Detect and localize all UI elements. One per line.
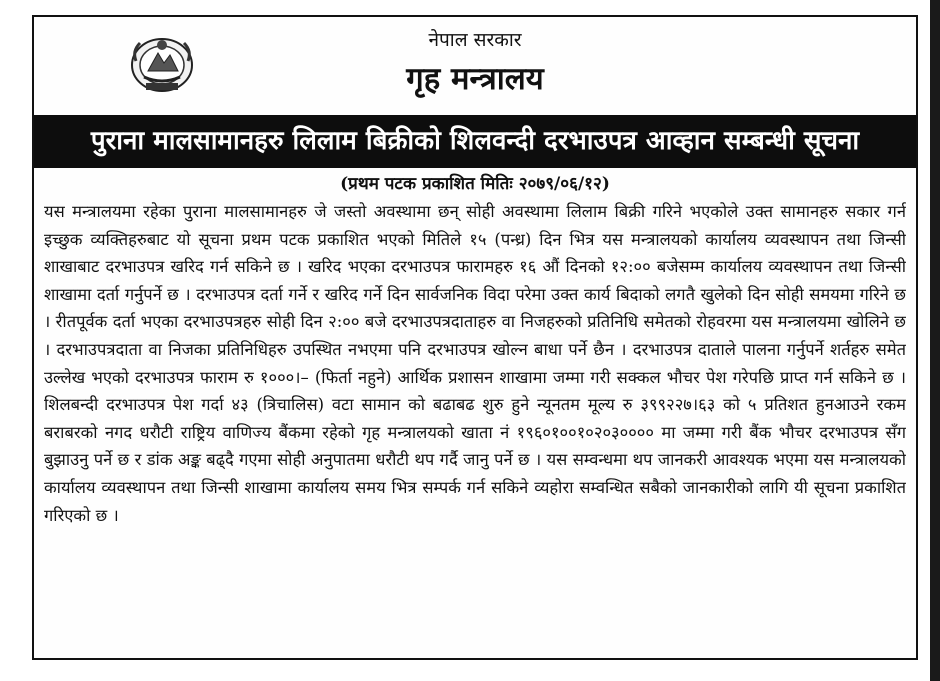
notice-box [32,15,918,660]
right-edge-strip [930,0,940,681]
ministry-name: गृह मन्त्रालय [406,61,544,97]
publication-date: (प्रथम पटक प्रकाशित मितिः २०७९/०६/१२) [340,174,610,194]
notice-body: यस मन्त्रालयमा रहेका पुराना मालसामानहरु जे जस्तो अवस्थामा छन् सोही अवस्थामा लिलाम बिक्री गरिने भएकोले उक्त सामानहरु सकार गर्न इच्छुक व्यक्तिहरुबाट यो सूचना प्रथम पटक प्रकाशित भएको मितिले १५ (पन्ध्र) दिन भित्र यस मन्त्रालयको कार्यालय व्यवस्थापन तथा जिन्सी शाखाबाट दरभाउपत्र खरिद गर्न सकिने छ । खरिद भएका दरभाउपत्र फारामहरु १६ औं दिनको १२:०० बजेसम्म कार्यालय व्यवस्थापन तथा जिन्सी शाखामा दर्ता गर्नुपर्ने छ । दरभाउपत्र दर्ता गर्ने र खरिद गर्ने दिन सार्वजनिक विदा परेमा उक्त कार्य बिदाको लगतै खुलेको दिन सोही समयमा गरिने छ । रीतपूर्वक दर्ता भएका दरभाउपत्रहरु सोही दिन २:०० बजे दरभाउपत्रदाताहरु वा निजहरुको प्रतिनिधि समेतको रोहवरमा यस मन्त्रालयमा खोलिने छ । दरभाउपत्रदाता वा निजका प्रतिनिधिहरु उपस्थित नभएमा पनि दरभाउपत्र खोल्न बाधा पर्ने छैन । दरभाउपत्र दाताले पालना गर्नुपर्ने शर्तहरु समेत उल्लेख भएको दरभाउपत्र फाराम रु १०००।– (फिर्ता नहुने) आर्थिक प्रशासन शाखामा जम्मा गरी सक्कल भौचर पेश गरेपछि प्राप्त गर्न सकिने छ । शिलबन्दी दरभाउपत्र पेश गर्दा ४३ (त्रिचालिस) वटा सामान को बढाबढ शुरु हुने न्यूनतम मूल्य रु ३९९२२७।६३ को ५ प्रतिशत हुनआउने रकम बराबरको नगद धरौटी राष्ट्रिय वाणिज्य बैंकमा रहेको गृह मन्त्रालयको खाता नं १९६०१००१०२०३०००० मा जम्मा गरी बैंक भौचर दरभाउपत्र सँग बुझाउनु पर्ने छ र डांक अङ्क बढ्दै गएमा सोही अनुपातमा धरौटी थप गर्दै जानु पर्ने छ । यस सम्वन्धमा थप जानकरी आवश्यक भएमा यस मन्त्रालयको कार्यालय व्यवस्थापन तथा जिन्सी शाखामा कार्यालय समय भित्र सम्पर्क गर्न सकिने व्यहोरा सम्वन्धित सबैको जानकारीको लागि यी सूचना प्रकाशित गरिएको छ । [44,202,906,525]
government-name: नेपाल सरकार [428,29,522,51]
notice-title: पुराना मालसामानहरु लिलाम बिक्रीको शिलवन्दी दरभाउपत्र आव्हान सम्बन्धी सूचना [34,115,916,168]
